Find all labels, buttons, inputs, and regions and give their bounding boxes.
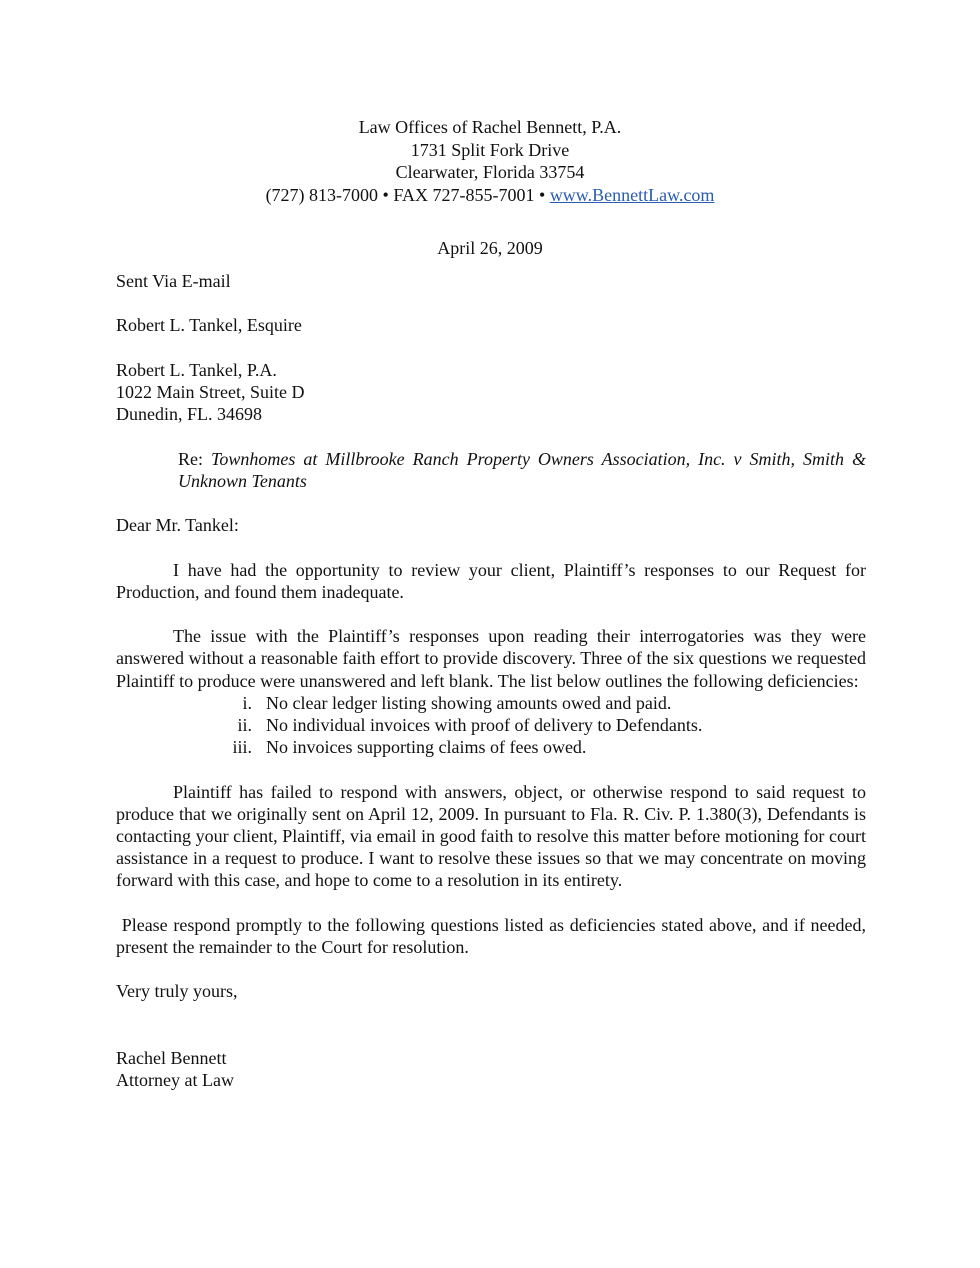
recipient-line-2: 1022 Main Street, Suite D — [116, 381, 305, 402]
list-item-text: No clear ledger listing showing amounts owed and paid. — [266, 692, 672, 713]
firm-website-link[interactable]: www.BennettLaw.com — [549, 184, 715, 205]
signature-name: Rachel Bennett — [116, 1047, 227, 1068]
re-label: Re: — [178, 448, 211, 469]
list-item — [116, 736, 866, 758]
recipient-line-1: Robert L. Tankel, P.A. — [116, 359, 277, 380]
firm-name: Law Offices of Rachel Bennett, P.A. — [358, 117, 622, 137]
paragraph-review: I have had the opportunity to review your client, Plaintiff’s responses to our Request for Production, and found them inadequate. — [116, 559, 866, 602]
list-item-number: i. — [242, 692, 252, 713]
recipient-address — [116, 359, 866, 426]
signature-title: Attorney at Law — [116, 1070, 234, 1091]
list-item-number: ii. — [237, 714, 252, 735]
recipient-line-3: Dunedin, FL. 34698 — [116, 404, 262, 425]
closing: Very truly yours, — [116, 981, 238, 1002]
firm-city: Clearwater, Florida 33754 — [395, 162, 585, 182]
deficiency-list — [116, 692, 866, 759]
list-item — [116, 692, 866, 714]
list-item-text: No individual invoices with proof of delivery to Defendants. — [266, 714, 703, 735]
list-item — [116, 714, 866, 736]
list-item-text: No invoices supporting claims of fees owed. — [266, 737, 587, 758]
paragraph-issue: The issue with the Plaintiff’s responses upon reading their interrogatories was they were answered without a reasonable faith effort to provide discovery. Three of the six questions we requested Plaintiff to produce were unanswered and left blank. The list below outlines the following deficiencies: — [116, 626, 866, 691]
letter-body — [116, 270, 866, 1091]
re-line — [178, 448, 866, 492]
salutation: Dear Mr. Tankel: — [116, 515, 239, 536]
firm-street: 1731 Split Fork Drive — [410, 139, 570, 160]
letterhead — [0, 116, 980, 206]
firm-contact-line — [0, 184, 980, 207]
delivery-method: Sent Via E-mail — [116, 271, 231, 291]
paragraph-request: Please respond promptly to the following questions listed as deficiencies stated above, and if needed, present the remainder to the Court for resolution. — [116, 914, 866, 957]
letter-date: April 26, 2009 — [437, 238, 543, 258]
list-item-number: iii. — [232, 737, 252, 758]
firm-phone-fax: (727) 813-7000 • FAX 727-855-7001 • — [265, 184, 550, 205]
paragraph-failure: Plaintiff has failed to respond with answers, object, or otherwise respond to said request to produce that we originally sent on April 12, 2009. In pursuant to Fla. R. Civ. P. 1.380(3), Defendants is contacting your client, Plaintiff, via email in good faith to resolve this matter before motioning for court assistance in a request to produce. I want to resolve these issues so that we may concentrate on moving forward with this case, and hope to come to a resolution in its entirety. — [116, 781, 866, 891]
re-case-title: Townhomes at Millbrooke Ranch Property Owners Association, Inc. v Smith, Smith & Unknown Tenants — [178, 448, 867, 491]
attention-line: Robert L. Tankel, Esquire — [116, 315, 302, 336]
